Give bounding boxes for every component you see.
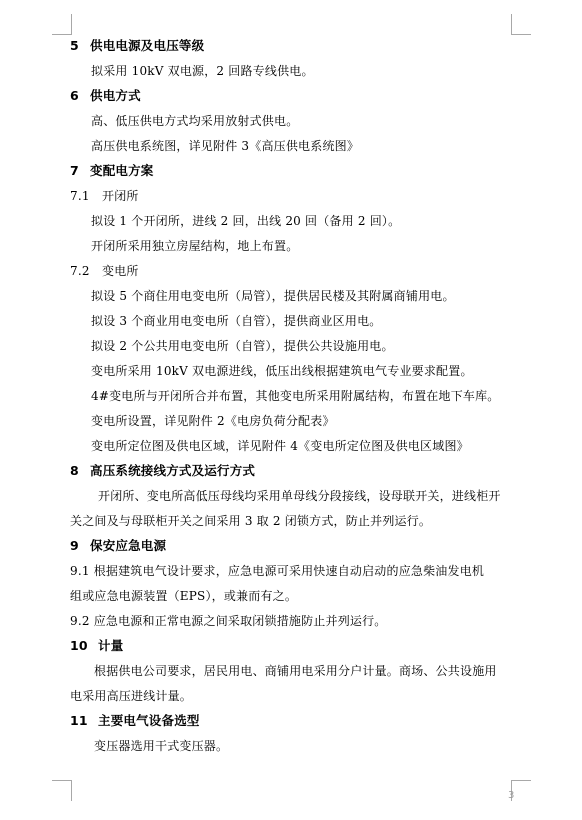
- section-heading-7: 7 变配电方案: [70, 163, 154, 178]
- page-number: 3: [508, 790, 515, 801]
- crop-mark-top-left-h: [52, 34, 72, 35]
- section-heading-9: 9 保安应急电源: [70, 538, 167, 553]
- crop-mark-top-left-v: [71, 14, 72, 35]
- paragraph-line: 关之间及与母联柜开关之间采用 3 取 2 闭锁方式，防止并列运行。: [70, 514, 432, 528]
- paragraph-line: 根据供电公司要求，居民用电、商铺用电采用分户计量。商场、公共设施用: [94, 664, 497, 678]
- body-line: 变电所采用 10kV 双电源进线，低压出线根据建筑电气专业要求配置。: [91, 364, 473, 378]
- body-line: 变电所设置，详见附件 2《电房负荷分配表》: [91, 414, 335, 428]
- body-line: 拟设 2 个公共用电变电所（自管），提供公共设施用电。: [91, 339, 394, 353]
- crop-mark-bottom-right-h: [511, 780, 531, 781]
- subsection-heading-7-1: 7.1 开闭所: [70, 189, 139, 203]
- paragraph-line: 电采用高压进线计量。: [70, 689, 193, 703]
- body-line: 高压供电系统图，详见附件 3《高压供电系统图》: [91, 139, 360, 153]
- paragraph-line: 9.1 根据建筑电气设计要求，应急电源可采用快速自动启动的应急柴油发电机: [70, 564, 485, 578]
- body-line: 拟设 1 个开闭所，进线 2 回，出线 20 回（备用 2 回）。: [91, 214, 401, 228]
- crop-mark-bottom-left-h: [52, 780, 72, 781]
- section-heading-10: 10 计量: [70, 638, 124, 653]
- section-heading-11: 11 主要电气设备选型: [70, 713, 200, 728]
- body-line: 拟设 5 个商住用电变电所（局管），提供居民楼及其附属商铺用电。: [91, 289, 455, 303]
- body-line: 高、低压供电方式均采用放射式供电。: [91, 114, 299, 128]
- body-line: 4#变电所与开闭所合并布置，其他变电所采用附属结构，布置在地下车库。: [91, 389, 500, 403]
- paragraph-line: 组或应急电源装置（EPS），或兼而有之。: [70, 589, 298, 603]
- paragraph-line: 9.2 应急电源和正常电源之间采取闭锁措施防止并列运行。: [70, 614, 387, 628]
- body-line: 变电所定位图及供电区域，详见附件 4《变电所定位图及供电区域图》: [91, 439, 469, 453]
- crop-mark-top-right-h: [511, 34, 531, 35]
- body-line: 变压器选用干式变压器。: [94, 739, 229, 753]
- section-heading-8: 8 高压系统接线方式及运行方式: [70, 463, 256, 478]
- crop-mark-bottom-left-v: [71, 780, 72, 801]
- body-line: 开闭所采用独立房屋结构，地上布置。: [91, 239, 299, 253]
- section-heading-5: 5 供电电源及电压等级: [70, 38, 205, 53]
- section-heading-6: 6 供电方式: [70, 88, 141, 103]
- subsection-heading-7-2: 7.2 变电所: [70, 264, 139, 278]
- body-line: 拟设 3 个商业用电变电所（自管），提供商业区用电。: [91, 314, 382, 328]
- crop-mark-top-right-v: [511, 14, 512, 35]
- body-line: 拟采用 10kV 双电源，2 回路专线供电。: [91, 64, 314, 78]
- paragraph-line: 开闭所、变电所高低压母线均采用单母线分段接线，设母联开关，进线柜开: [98, 489, 501, 503]
